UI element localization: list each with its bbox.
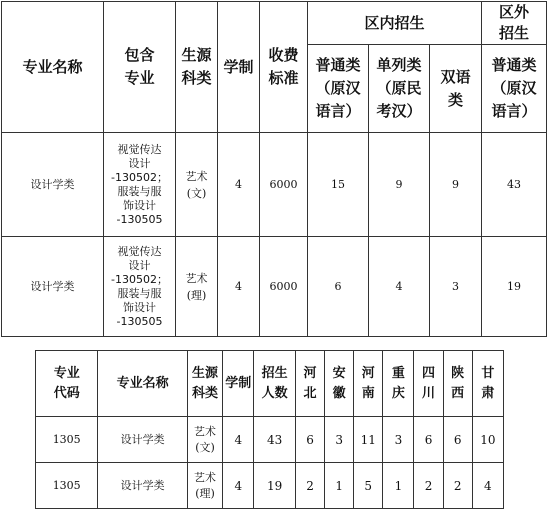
- cell-province-1: 2: [295, 463, 324, 509]
- header-count: 招生 人数: [254, 351, 296, 417]
- cell-fee: 6000: [260, 133, 308, 237]
- header-duration: 学制: [218, 2, 260, 133]
- header-bilingual: 双语 类: [430, 45, 482, 133]
- cell-name: 设计学类: [98, 417, 187, 463]
- cell-type: 艺术 (理): [176, 237, 218, 337]
- cell-province-3: 11: [354, 417, 383, 463]
- header-includes: 包含 专业: [104, 2, 176, 133]
- header-province-3: 河 南: [354, 351, 383, 417]
- cell-regular: 15: [308, 133, 369, 237]
- cell-province-5: 6: [414, 417, 443, 463]
- cell-major: 设计学类: [2, 237, 104, 337]
- cell-province-5: 2: [414, 463, 443, 509]
- cell-duration: 4: [218, 237, 260, 337]
- cell-province-1: 6: [295, 417, 324, 463]
- cell-duration: 4: [223, 463, 254, 509]
- cell-type: 艺术 (文): [176, 133, 218, 237]
- admission-table-1: [1, 1, 547, 337]
- cell-includes: 视觉传达 设计 -130502； 服装与服 饰设计 -130505: [104, 133, 176, 237]
- admission-table-2: [35, 350, 504, 509]
- header-out-region: 区外 招生: [482, 2, 547, 45]
- header-province-7: 甘 肃: [472, 351, 503, 417]
- table-row: [36, 463, 504, 509]
- cell-separate: 4: [369, 237, 430, 337]
- cell-duration: 4: [218, 133, 260, 237]
- table-row: [36, 417, 504, 463]
- header-source-type: 生源 科类: [176, 2, 218, 133]
- table-row: [2, 133, 547, 237]
- header-duration: 学制: [223, 351, 254, 417]
- header-in-region: 区内招生: [308, 2, 482, 45]
- cell-code: 1305: [36, 417, 98, 463]
- cell-province-3: 5: [354, 463, 383, 509]
- header-province-1: 河 北: [295, 351, 324, 417]
- cell-type: 艺术 (文): [187, 417, 222, 463]
- header-regular: 普通类 （原汉 语言）: [308, 45, 369, 133]
- table-row: [2, 237, 547, 337]
- header-source-type: 生源 科类: [187, 351, 222, 417]
- cell-count: 43: [254, 417, 296, 463]
- cell-separate: 9: [369, 133, 430, 237]
- cell-province-6: 6: [443, 417, 472, 463]
- header-province-6: 陕 西: [443, 351, 472, 417]
- header-name: 专业名称: [98, 351, 187, 417]
- cell-out: 43: [482, 133, 547, 237]
- header-major-name: 专业名称: [2, 2, 104, 133]
- cell-province-4: 3: [383, 417, 414, 463]
- cell-count: 19: [254, 463, 296, 509]
- cell-bilingual: 3: [430, 237, 482, 337]
- cell-province-2: 1: [325, 463, 354, 509]
- header-code: 专业 代码: [36, 351, 98, 417]
- cell-province-2: 3: [325, 417, 354, 463]
- cell-fee: 6000: [260, 237, 308, 337]
- header-separate: 单列类 （原民 考汉）: [369, 45, 430, 133]
- header-province-5: 四 川: [414, 351, 443, 417]
- header-province-2: 安 徽: [325, 351, 354, 417]
- cell-bilingual: 9: [430, 133, 482, 237]
- header-province-4: 重 庆: [383, 351, 414, 417]
- cell-province-7: 4: [472, 463, 503, 509]
- cell-major: 设计学类: [2, 133, 104, 237]
- header-fee: 收费 标准: [260, 2, 308, 133]
- cell-province-4: 1: [383, 463, 414, 509]
- cell-province-6: 2: [443, 463, 472, 509]
- cell-out: 19: [482, 237, 547, 337]
- cell-duration: 4: [223, 417, 254, 463]
- cell-type: 艺术 (理): [187, 463, 222, 509]
- cell-code: 1305: [36, 463, 98, 509]
- header-out-regular: 普通类 （原汉 语言）: [482, 45, 547, 133]
- cell-name: 设计学类: [98, 463, 187, 509]
- cell-includes: 视觉传达 设计 -130502； 服装与服 饰设计 -130505: [104, 237, 176, 337]
- cell-province-7: 10: [472, 417, 503, 463]
- cell-regular: 6: [308, 237, 369, 337]
